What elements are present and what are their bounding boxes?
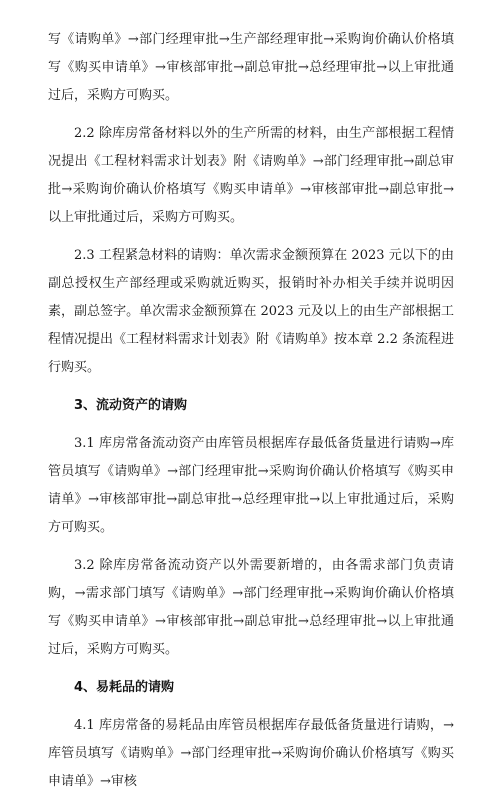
heading-current-assets-requisition: 3、流动资产的请购 [74, 398, 188, 413]
document-page [48, 26, 454, 796]
heading-consumables-requisition: 4、易耗品的请购 [74, 680, 175, 695]
paragraph-procurement-flow-continued: 写《请购单》→部门经理审批→生产部经理审批→采购询价确认价格填写《购买申请单》→审核部审批→副总审批→总经理审批→以上审批通过后，采购方可购买。 [48, 32, 454, 103]
paragraph-3-2-new-current-assets: 3.2 除库房常备流动资产以外需要新增的，由各需求部门负责请购，→需求部门填写《请购单》→部门经理审批→采购询价确认价格填写《购买申请单》→审核部审批→副总审批→总经理审批→以上审批通过后，采购方可购买。 [48, 558, 454, 657]
paragraph-3-1-stock-current-assets: 3.1 库房常备流动资产由库管员根据库存最低备货量进行请购→库管员填写《请购单》→部门经理审批→采购询价确认价格填写《购买申请单》→审核部审批→副总审批→总经理审批→以上审批通过后，采购方可购买。 [48, 436, 454, 535]
paragraph-2-2-non-stock-materials: 2.2 除库房常备材料以外的生产所需的材料，由生产部根据工程情况提出《工程材料需求计划表》附《请购单》→部门经理审批→副总审批→采购询价确认价格填写《购买申请单》→审核部审批→副总审批→以上审批通过后，采购方可购买。 [48, 126, 454, 225]
paragraph-4-1-stock-consumables: 4.1 库房常备的易耗品由库管员根据库存最低备货量进行请购，→库管员填写《请购单》→部门经理审批→采购询价确认价格填写《购买申请单》→审核 [48, 718, 454, 789]
paragraph-2-3-urgent-materials: 2.3 工程紧急材料的请购：单次需求金额预算在 2023 元以下的由副总授权生产部经理或采购就近购买，报销时补办相关手续并说明因素，副总签字。单次需求金额预算在 2023 元及以上的由生产部根据工程情况提出《工程材料需求计划表》附《请购单》按本章 2.2 条流程进行购买。 [48, 248, 454, 375]
